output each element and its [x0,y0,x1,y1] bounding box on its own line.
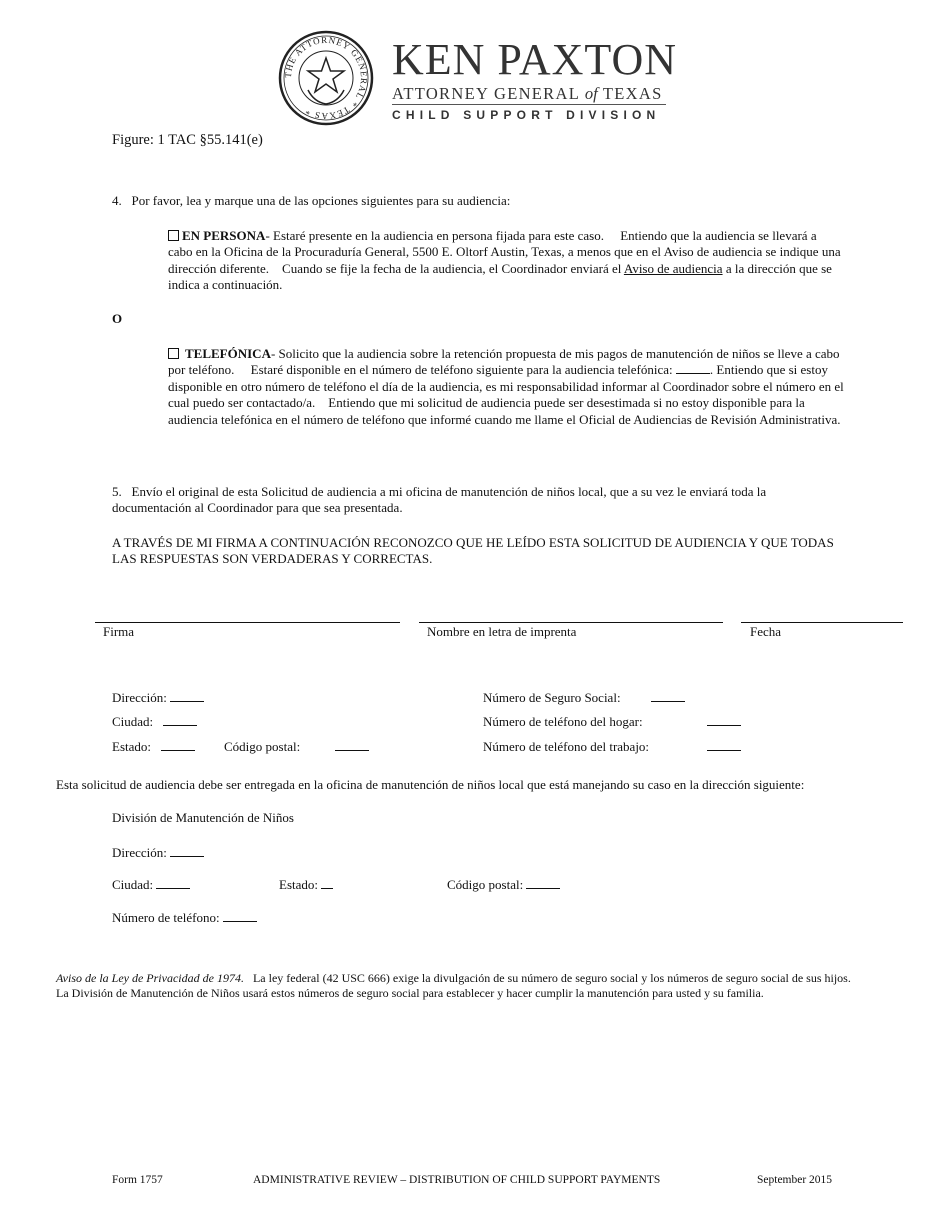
attorney-general-seal [278,30,374,126]
applicant-city: Ciudad: [112,714,197,730]
item4-intro: 4. Por favor, lea y marque una de las opciones siguientes para su audiencia: [112,193,511,208]
seal-lettering: THE ATTORNEY GENERAL * TEXAS * [282,34,370,122]
acknowledgement-text: A TRAVÉS DE MI FIRMA A CONTINUACIÓN RECONOZCO QUE HE LEÍDO ESTA SOLICITUD DE AUDIENCIA Y QUE TODAS LAS RESPUESTAS SON VERDADERAS Y CORRECTAS. [112,535,834,567]
brand-division: CHILD SUPPORT DIVISION [392,108,661,122]
office-zip-field[interactable] [526,878,560,889]
office-state-field[interactable] [321,878,333,889]
svg-text:THE ATTORNEY GENERAL * TEXAS * [283,35,369,121]
brand-divider [392,104,666,105]
signature-line[interactable] [95,622,400,623]
star-icon [308,58,344,92]
figure-reference: Figure: 1 TAC §55.141(e) [112,132,263,148]
telephone-label: TELEFÓNICA [185,346,271,361]
brand-name: KEN PAXTON [392,35,678,84]
printed-name-line[interactable] [419,622,723,623]
date-label: Fecha [750,624,782,639]
option-in-person: EN PERSONA- Estaré presente en la audiencia en persona fijada para este caso. Entiendo que la audiencia se llevará a cabo en la Oficina de la Procuraduría General, 5500 E. Oltorf Austin, Texas, a menos que en el Aviso de audiencia se indique una dirección diferente. Cuando se fije la fecha de la audiencia, el Coordinador enviará el Aviso de audiencia a la dirección que se indica a continuación. [168,228,841,293]
in-person-checkbox[interactable] [168,230,179,241]
office-phone: Número de teléfono: [112,910,257,926]
brand-title: ATTORNEY GENERAL of TEXAS [392,84,663,103]
applicant-state: Estado: [112,739,195,755]
hearing-notice-link: Aviso de audiencia [623,260,723,276]
work-phone-label: Número de teléfono del trabajo: [483,739,650,754]
office-city: Ciudad: [112,877,190,893]
privacy-notice-title: Aviso de la Ley de Privacidad de 1974. [56,971,244,985]
office-address-field[interactable] [170,846,204,857]
item5-text: 5. Envío el original de esta Solicitud de audiencia a mi oficina de manutención de niños local, que a su vez le enviará toda la documentación al Coordinador para que sea presentada. [112,484,767,516]
telephone-checkbox[interactable] [168,348,179,359]
date-line[interactable] [741,622,903,623]
privacy-notice-line2: La División de Manutención de Niños usará estos números de seguro social para establecer y hacer cumplir la manutención para usted y su familia. [56,986,764,1000]
work-phone-field[interactable] [707,740,741,751]
applicant-zip: Código postal: [224,739,301,754]
ssn-label: Número de Seguro Social: [483,690,621,705]
printed-name-label: Nombre en letra de imprenta [427,624,577,639]
home-phone-label: Número de teléfono del hogar: [483,714,643,729]
ssn-field[interactable] [651,691,685,702]
footer-date: September 2015 [757,1174,833,1186]
delivery-note: Esta solicitud de audiencia debe ser entregada en la oficina de manutención de niños local que está manejando su caso en la dirección siguiente: [56,777,805,792]
office-zip: Código postal: [447,877,560,893]
hearing-phone-field[interactable] [676,363,710,374]
privacy-notice-line1: Aviso de la Ley de Privacidad de 1974. La ley federal (42 USC 666) exige la divulgación de su número de seguro social y los números de seguro social de sus hijos. [56,971,851,985]
applicant-state-field[interactable] [161,740,195,751]
office-city-field[interactable] [156,878,190,889]
or-separator: O [112,311,123,326]
home-phone-field[interactable] [707,715,741,726]
footer-title: ADMINISTRATIVE REVIEW – DISTRIBUTION OF CHILD SUPPORT PAYMENTS [253,1174,661,1186]
in-person-label: EN PERSONA [182,228,266,243]
office-state: Estado: [279,877,333,893]
office-phone-field[interactable] [223,911,257,922]
applicant-address-field[interactable] [170,691,204,702]
option-telephone: TELEFÓNICA- Solicito que la audiencia sobre la retención propuesta de mis pagos de manutención de niños se lleve a cabo por teléfono. Estaré disponible en el número de teléfono siguiente para la audiencia telefónica: . Entiendo que si estoy disponible en otro número de teléfono el día de la audiencia, es mi responsabilidad informar al Coordinador sobre el número en el cual puedo ser contactado/a. Entiendo que mi solicitud de audiencia puede ser desestimada si no estoy disponible para la audiencia telefónica en el número de teléfono que informé cuando me llame el Oficial de Audiencias de Revisión Administrativa. [168,346,844,427]
office-division: División de Manutención de Niños [112,810,294,825]
office-address: Dirección: [112,845,204,861]
applicant-address: Dirección: [112,690,204,706]
applicant-zip-field[interactable] [335,740,369,751]
footer-form-number: Form 1757 [112,1174,163,1186]
signature-label: Firma [103,624,135,639]
applicant-city-field[interactable] [163,715,197,726]
